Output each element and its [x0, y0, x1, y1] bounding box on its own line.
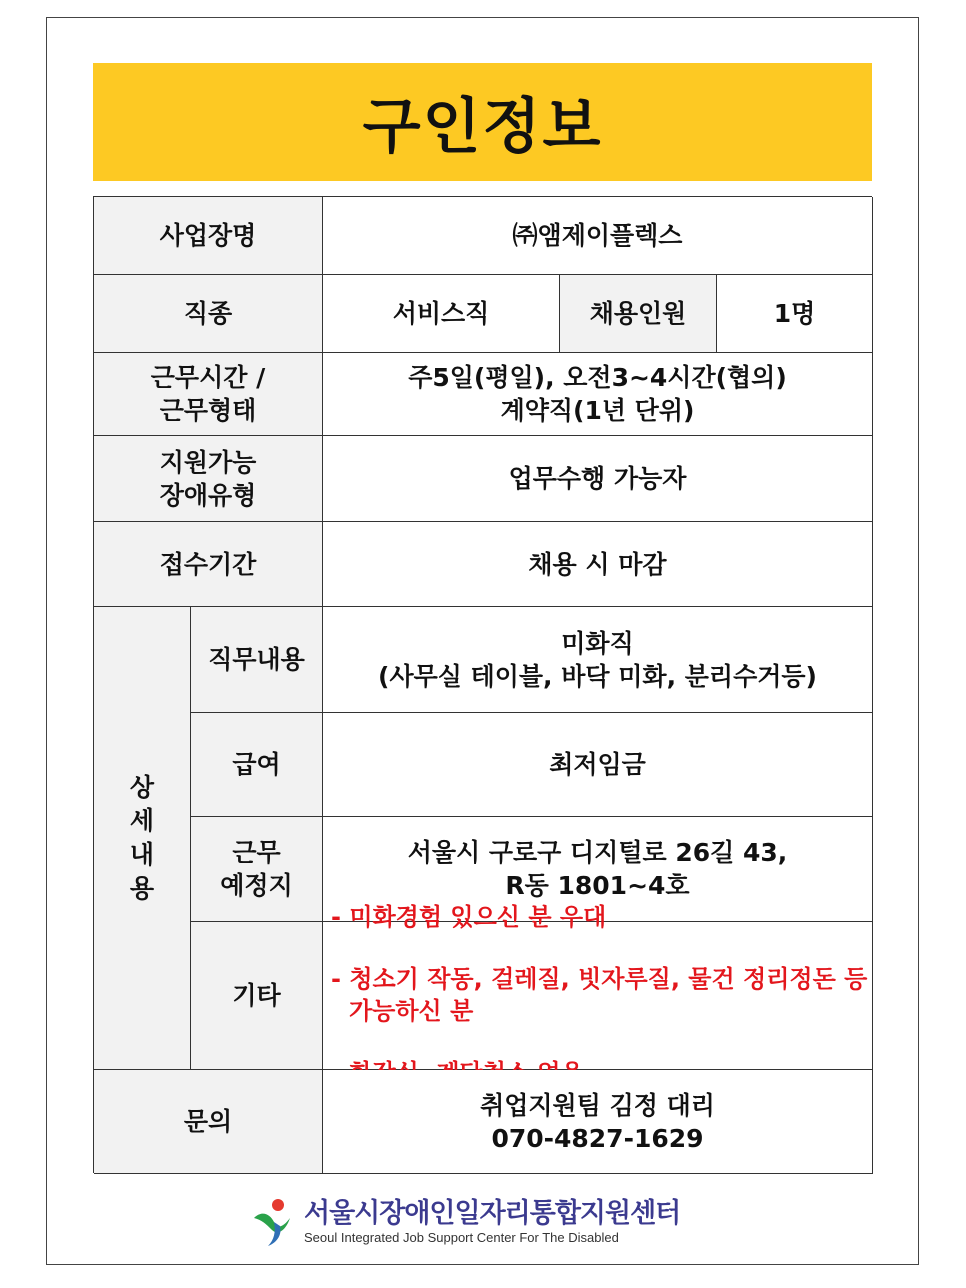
hire-count-label: 채용인원 — [560, 275, 717, 353]
org-logo-icon — [250, 1196, 298, 1248]
duties-value: 미화직 (사무실 테이블, 바닥 미화, 분리수거등) — [323, 607, 873, 713]
hours-value: 주5일(평일), 오전3~4시간(협의) 계약직(1년 단위) — [323, 353, 873, 436]
org-name-korean: 서울시장애인일자리통합지원센터 — [304, 1197, 681, 1229]
location-value: 서울시 구로구 디지털로 26길 43, R동 1801~4호 — [323, 817, 873, 922]
hire-count-value: 1명 — [717, 275, 873, 353]
job-type-label: 직종 — [94, 275, 323, 353]
period-label: 접수기간 — [94, 522, 323, 607]
disability-label: 지원가능 장애유형 — [94, 436, 323, 522]
period-value: 채용 시 마감 — [323, 522, 873, 607]
details-char: 세 — [129, 806, 155, 836]
org-name-english: Seoul Integrated Job Support Center For The Disabled — [304, 1230, 619, 1246]
details-char: 용 — [129, 873, 155, 903]
details-char: 내 — [129, 840, 155, 869]
company-value: ㈜앰제이플렉스 — [323, 197, 873, 275]
title-banner — [93, 63, 872, 181]
job-info-table — [93, 196, 872, 1173]
other-notes — [323, 902, 873, 1070]
page-title: 구인정보 — [362, 92, 603, 162]
details-group-label — [94, 607, 191, 1070]
salary-value: 최저임금 — [323, 713, 873, 817]
company-label: 사업장명 — [94, 197, 323, 275]
job-type-value: 서비스직 — [323, 275, 560, 353]
hours-label: 근무시간 / 근무형태 — [94, 353, 323, 436]
duties-label: 직무내용 — [191, 607, 323, 713]
other-note-item: - 청소기 작동, 걸레질, 빗자루질, 물건 정리정돈 등 가능하신 분 — [331, 965, 868, 1025]
salary-label: 급여 — [191, 713, 323, 817]
contact-label: 문의 — [94, 1070, 323, 1174]
details-char: 상 — [129, 772, 155, 802]
other-label: 기타 — [191, 922, 323, 1070]
other-note-item: - 미화경험 있으신 분 우대 — [331, 902, 607, 931]
footer-logo — [250, 1192, 720, 1252]
location-label: 근무 예정지 — [191, 817, 323, 922]
disability-value: 업무수행 가능자 — [323, 436, 873, 522]
contact-value: 취업지원팀 김정 대리 070-4827-1629 — [323, 1070, 873, 1174]
